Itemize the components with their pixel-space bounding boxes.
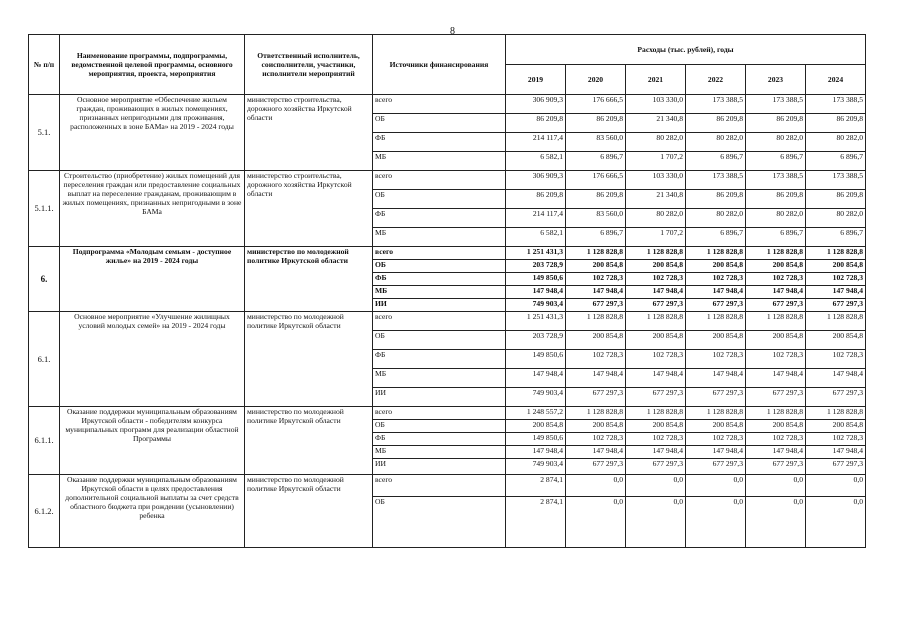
row-number: 6.1. [29,312,60,407]
expense-value: 6 896,7 [806,228,866,247]
header-year: 2020 [566,65,626,95]
expense-value: 214 117,4 [506,209,566,228]
expense-value: 102 728,3 [686,273,746,286]
funding-source: ФБ [373,350,506,369]
expense-value: 6 896,7 [746,152,806,171]
expense-value: 200 854,8 [686,331,746,350]
header-responsible: Ответственный исполнитель, соисполнители, участники, исполнители мероприятий [245,35,373,95]
responsible-executor: министерство строительства, дорожного хозяйства Иркутской области [245,95,373,171]
funding-source: МБ [373,286,506,299]
expense-value: 1 128 828,8 [626,312,686,331]
expense-value: 2 874,1 [506,497,566,548]
expense-value: 147 948,4 [686,446,746,459]
expense-value: 1 128 828,8 [746,407,806,420]
expense-value: 102 728,3 [686,350,746,369]
expense-value: 200 854,8 [806,331,866,350]
expense-value: 200 854,8 [806,260,866,273]
expense-value: 1 707,2 [626,228,686,247]
responsible-executor: министерство по молодежной политике Иркутской области [245,407,373,475]
funding-source: ФБ [373,273,506,286]
expense-value: 1 128 828,8 [566,247,626,260]
funding-source: всего [373,407,506,420]
expense-value: 200 854,8 [566,260,626,273]
expense-value: 149 850,6 [506,273,566,286]
expense-value: 102 728,3 [806,350,866,369]
program-name: Основное мероприятие «Улучшение жилищных условий молодых семей» на 2019 - 2024 годы [60,312,245,407]
expense-value: 86 209,8 [686,114,746,133]
program-name: Подпрограмма «Молодым семьям - доступное жилье» на 2019 - 2024 годы [60,247,245,312]
header-expenses: Расходы (тыс. рублей), годы [506,35,866,65]
expense-value: 173 388,5 [806,171,866,190]
expense-value: 86 209,8 [746,114,806,133]
expense-value: 83 560,0 [566,209,626,228]
expense-value: 1 248 557,2 [506,407,566,420]
expense-value: 147 948,4 [806,446,866,459]
header-source: Источники финансирования [373,35,506,95]
funding-source: ИИ [373,459,506,475]
expense-value: 102 728,3 [686,433,746,446]
expense-value: 1 128 828,8 [806,312,866,331]
expense-value: 80 282,0 [626,133,686,152]
expense-value: 176 666,5 [566,171,626,190]
expense-value: 677 297,3 [566,388,626,407]
expense-value: 102 728,3 [746,433,806,446]
expense-value: 1 128 828,8 [806,407,866,420]
funding-source: ФБ [373,433,506,446]
expense-value: 200 854,8 [746,260,806,273]
row-number: 5.1.1. [29,171,60,247]
expense-value: 200 854,8 [626,420,686,433]
expense-value: 6 896,7 [566,152,626,171]
expense-value: 80 282,0 [626,209,686,228]
responsible-executor: министерство по молодежной политике Иркутской области [245,312,373,407]
funding-source: ФБ [373,133,506,152]
expenses-table [28,34,866,548]
expense-value: 0,0 [806,497,866,548]
expense-value: 200 854,8 [566,420,626,433]
funding-source: МБ [373,228,506,247]
expense-value: 677 297,3 [626,299,686,312]
expense-value: 677 297,3 [806,299,866,312]
expense-value: 0,0 [626,497,686,548]
expense-value: 677 297,3 [806,459,866,475]
expense-value: 1 128 828,8 [626,247,686,260]
expense-value: 21 340,8 [626,114,686,133]
table-row [29,171,866,190]
expense-value: 6 896,7 [746,228,806,247]
expense-value: 147 948,4 [506,446,566,459]
expense-value: 0,0 [686,497,746,548]
funding-source: ОБ [373,420,506,433]
expense-value: 102 728,3 [566,433,626,446]
expense-value: 103 330,0 [626,171,686,190]
expense-value: 147 948,4 [686,286,746,299]
funding-source: ИИ [373,388,506,407]
expense-value: 6 582,1 [506,152,566,171]
expense-value: 306 909,3 [506,95,566,114]
expense-value: 1 128 828,8 [746,247,806,260]
funding-source: ОБ [373,331,506,350]
row-number: 5.1. [29,95,60,171]
expense-value: 1 251 431,3 [506,247,566,260]
expense-value: 2 874,1 [506,475,566,497]
table-row [29,312,866,331]
expense-value: 200 854,8 [626,260,686,273]
expense-value: 80 282,0 [686,209,746,228]
expense-value: 677 297,3 [806,388,866,407]
header-num: № п/п [29,35,60,95]
table-row [29,247,866,260]
expense-value: 677 297,3 [626,459,686,475]
header-year: 2023 [746,65,806,95]
funding-source: ОБ [373,497,506,548]
expense-value: 86 209,8 [746,190,806,209]
funding-source: МБ [373,446,506,459]
expense-value: 173 388,5 [746,171,806,190]
expense-value: 103 330,0 [626,95,686,114]
expense-value: 80 282,0 [686,133,746,152]
expense-value: 203 728,9 [506,331,566,350]
expense-value: 147 948,4 [506,369,566,388]
page-number: 8 [450,26,455,37]
expense-value: 86 209,8 [806,190,866,209]
expense-value: 677 297,3 [746,299,806,312]
expense-value: 173 388,5 [686,171,746,190]
expense-value: 102 728,3 [746,350,806,369]
expense-value: 6 896,7 [806,152,866,171]
expense-value: 0,0 [806,475,866,497]
funding-source: ОБ [373,114,506,133]
expense-value: 149 850,6 [506,350,566,369]
expense-value: 200 854,8 [686,260,746,273]
expense-value: 147 948,4 [626,286,686,299]
expense-value: 1 128 828,8 [806,247,866,260]
expense-value: 1 128 828,8 [686,407,746,420]
expense-value: 102 728,3 [626,433,686,446]
header-year: 2024 [806,65,866,95]
header-year: 2021 [626,65,686,95]
expense-value: 677 297,3 [686,299,746,312]
expense-value: 200 854,8 [566,331,626,350]
expense-value: 149 850,6 [506,433,566,446]
expense-value: 0,0 [686,475,746,497]
responsible-executor: министерство по молодежной политике Иркутской области [245,247,373,312]
expense-value: 86 209,8 [686,190,746,209]
expense-value: 80 282,0 [746,133,806,152]
expense-value: 102 728,3 [626,350,686,369]
expense-value: 6 582,1 [506,228,566,247]
expense-value: 677 297,3 [686,388,746,407]
expense-value: 1 128 828,8 [566,312,626,331]
expense-value: 147 948,4 [806,369,866,388]
row-number: 6.1.1. [29,407,60,475]
expense-value: 86 209,8 [566,114,626,133]
funding-source: МБ [373,152,506,171]
expense-value: 1 707,2 [626,152,686,171]
expense-value: 147 948,4 [746,446,806,459]
expense-value: 147 948,4 [746,286,806,299]
table-row [29,407,866,420]
expense-value: 306 909,3 [506,171,566,190]
funding-source: всего [373,312,506,331]
row-number: 6.1.2. [29,475,60,548]
expense-value: 86 209,8 [506,114,566,133]
table-row [29,475,866,497]
expense-value: 749 903,4 [506,388,566,407]
expense-value: 176 666,5 [566,95,626,114]
expense-value: 200 854,8 [626,331,686,350]
expense-value: 1 128 828,8 [566,407,626,420]
expense-value: 200 854,8 [746,420,806,433]
expense-value: 6 896,7 [686,152,746,171]
expense-value: 677 297,3 [746,388,806,407]
expense-value: 102 728,3 [746,273,806,286]
expense-value: 147 948,4 [806,286,866,299]
expense-value: 1 128 828,8 [746,312,806,331]
expense-value: 147 948,4 [686,369,746,388]
expense-value: 677 297,3 [626,388,686,407]
expense-value: 80 282,0 [746,209,806,228]
expense-value: 1 251 431,3 [506,312,566,331]
expense-value: 677 297,3 [746,459,806,475]
funding-source: ОБ [373,190,506,209]
expense-value: 173 388,5 [746,95,806,114]
program-name: Строительство (приобретение) жилых помещений для переселения граждан или предоставление социальных выплат на переселение гражданам, проживающим в жилых помещениях, признанных непригодными в зоне БАМа [60,171,245,247]
expense-value: 147 948,4 [626,446,686,459]
expense-value: 203 728,9 [506,260,566,273]
expense-value: 0,0 [626,475,686,497]
program-name: Оказание поддержки муниципальным образованиям Иркутской области - победителям конкурса муниципальных программ для реализации областной Программы [60,407,245,475]
funding-source: ФБ [373,209,506,228]
funding-source: ОБ [373,260,506,273]
funding-source: всего [373,95,506,114]
expense-value: 83 560,0 [566,133,626,152]
expense-value: 0,0 [746,497,806,548]
responsible-executor: министерство по молодежной политике Иркутской области [245,475,373,548]
header-name: Наименование программы, подпрограммы, ведомственной целевой программы, основного мероприятия, проекта, мероприятия [60,35,245,95]
program-name: Оказание поддержки муниципальным образованиям Иркутской области в целях предоставления дополнительной социальной выплаты за счет средств областного бюджета при рождении (усыновлении) ребенка [60,475,245,548]
expense-value: 80 282,0 [806,209,866,228]
funding-source: всего [373,475,506,497]
expense-value: 0,0 [566,475,626,497]
expense-value: 80 282,0 [806,133,866,152]
expense-value: 214 117,4 [506,133,566,152]
expense-value: 6 896,7 [686,228,746,247]
funding-source: МБ [373,369,506,388]
expense-value: 173 388,5 [686,95,746,114]
funding-source: всего [373,247,506,260]
expense-value: 1 128 828,8 [686,247,746,260]
table-row [29,95,866,114]
expense-value: 200 854,8 [806,420,866,433]
expense-value: 173 388,5 [806,95,866,114]
funding-source: ИИ [373,299,506,312]
expense-value: 677 297,3 [566,459,626,475]
expense-value: 749 903,4 [506,299,566,312]
expense-value: 200 854,8 [746,331,806,350]
expense-value: 86 209,8 [566,190,626,209]
funding-source: всего [373,171,506,190]
expense-value: 86 209,8 [806,114,866,133]
expense-value: 102 728,3 [566,350,626,369]
header-year: 2019 [506,65,566,95]
expense-value: 1 128 828,8 [626,407,686,420]
expense-value: 147 948,4 [566,286,626,299]
expense-value: 0,0 [566,497,626,548]
expense-value: 102 728,3 [806,433,866,446]
expense-value: 147 948,4 [506,286,566,299]
expense-value: 147 948,4 [746,369,806,388]
expense-value: 749 903,4 [506,459,566,475]
expense-value: 0,0 [746,475,806,497]
expense-value: 200 854,8 [686,420,746,433]
expense-value: 147 948,4 [566,446,626,459]
expense-value: 102 728,3 [626,273,686,286]
expense-value: 102 728,3 [806,273,866,286]
expense-value: 1 128 828,8 [686,312,746,331]
program-name: Основное мероприятие «Обеспечение жильем граждан, проживающих в жилых помещениях, признанных непригодными для проживания, расположенных в зоне БАМа» на 2019 - 2024 годы [60,95,245,171]
header-year: 2022 [686,65,746,95]
expense-value: 677 297,3 [566,299,626,312]
expense-value: 21 340,8 [626,190,686,209]
expense-value: 147 948,4 [566,369,626,388]
expense-value: 6 896,7 [566,228,626,247]
expense-value: 200 854,8 [506,420,566,433]
expense-value: 86 209,8 [506,190,566,209]
expense-value: 147 948,4 [626,369,686,388]
expense-value: 677 297,3 [686,459,746,475]
responsible-executor: министерство строительства, дорожного хозяйства Иркутской области [245,171,373,247]
expense-value: 102 728,3 [566,273,626,286]
row-number: 6. [29,247,60,312]
